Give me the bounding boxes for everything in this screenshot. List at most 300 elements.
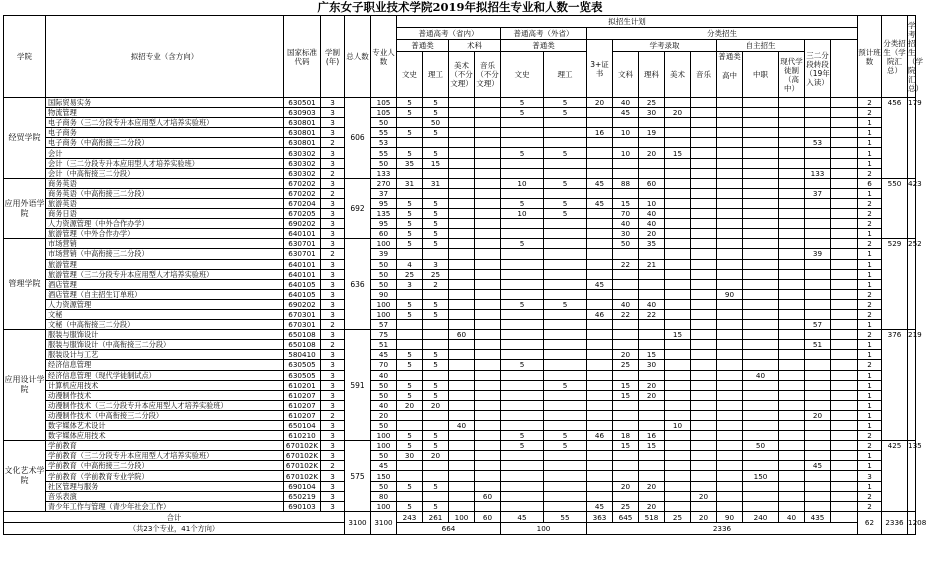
cell[interactable] [449, 410, 475, 420]
cell[interactable] [779, 340, 805, 350]
cell[interactable] [449, 471, 475, 481]
cell[interactable]: 40 [639, 219, 665, 229]
cell-banshu[interactable]: 2 [858, 239, 882, 249]
cell[interactable] [779, 421, 805, 431]
cell[interactable] [544, 229, 587, 239]
cell[interactable] [805, 299, 831, 309]
cell[interactable]: 3 [321, 279, 345, 289]
cell[interactable] [587, 481, 613, 491]
cell[interactable]: 5 [423, 239, 449, 249]
cell[interactable]: 5 [423, 390, 449, 400]
cell[interactable] [691, 410, 717, 420]
cell[interactable]: 音乐表演 [46, 491, 284, 501]
cell[interactable] [665, 178, 691, 188]
cell[interactable]: 5 [397, 309, 423, 319]
cell[interactable]: 55 [371, 148, 397, 158]
cell[interactable] [831, 501, 858, 511]
cell[interactable]: 旅游管理（三二分段专升本应用型人才培养实验班） [46, 269, 284, 279]
cell[interactable]: 45 [587, 178, 613, 188]
cell[interactable] [691, 390, 717, 400]
cell[interactable]: 630801 [284, 118, 321, 128]
cell[interactable] [691, 481, 717, 491]
cell[interactable] [423, 320, 449, 330]
cell[interactable]: 57 [371, 320, 397, 330]
cell[interactable]: 社区管理与服务 [46, 481, 284, 491]
cell[interactable] [665, 441, 691, 451]
cell[interactable] [587, 259, 613, 269]
cell[interactable] [397, 289, 423, 299]
cell[interactable] [449, 108, 475, 118]
cell[interactable] [397, 461, 423, 471]
cell[interactable] [449, 431, 475, 441]
cell[interactable]: 670204 [284, 198, 321, 208]
cell[interactable] [423, 491, 449, 501]
cell[interactable]: 40 [743, 370, 779, 380]
cell[interactable] [449, 219, 475, 229]
cell-banshu[interactable]: 1 [858, 148, 882, 158]
cell[interactable]: 5 [501, 360, 544, 370]
cell[interactable]: 20 [613, 481, 639, 491]
cell[interactable]: 5 [544, 299, 587, 309]
cell-banshu[interactable]: 2 [858, 289, 882, 299]
cell[interactable]: 16 [639, 431, 665, 441]
cell-banshu[interactable]: 1 [858, 249, 882, 259]
cell[interactable]: 20 [613, 350, 639, 360]
cell[interactable] [587, 138, 613, 148]
cell[interactable]: 60 [371, 229, 397, 239]
cell[interactable]: 650108 [284, 330, 321, 340]
cell[interactable]: 会计（三二分段专升本应用型人才培养实验班） [46, 158, 284, 168]
cell[interactable] [544, 340, 587, 350]
cell-banshu[interactable]: 2 [858, 98, 882, 108]
cell[interactable]: 5 [397, 299, 423, 309]
cell[interactable] [779, 451, 805, 461]
cell[interactable] [665, 219, 691, 229]
cell[interactable] [779, 501, 805, 511]
cell-banshu[interactable]: 1 [858, 451, 882, 461]
cell[interactable] [691, 340, 717, 350]
cell[interactable] [639, 249, 665, 259]
cell[interactable]: 630505 [284, 360, 321, 370]
cell[interactable]: 旅游管理 [46, 259, 284, 269]
cell[interactable] [717, 98, 743, 108]
cell[interactable] [665, 279, 691, 289]
cell-banshu[interactable]: 1 [858, 340, 882, 350]
cell[interactable] [501, 168, 544, 178]
cell[interactable]: 50 [371, 421, 397, 431]
cell[interactable] [501, 421, 544, 431]
cell[interactable]: 5 [423, 431, 449, 441]
cell[interactable] [831, 209, 858, 219]
cell[interactable] [501, 380, 544, 390]
cell[interactable] [587, 320, 613, 330]
cell[interactable] [449, 360, 475, 370]
cell[interactable]: 630302 [284, 158, 321, 168]
cell[interactable] [779, 410, 805, 420]
cell[interactable] [779, 491, 805, 501]
cell[interactable]: 20 [423, 451, 449, 461]
cell[interactable]: 3 [423, 259, 449, 269]
cell[interactable]: 5 [544, 209, 587, 219]
cell[interactable] [743, 491, 779, 501]
cell[interactable] [805, 471, 831, 481]
cell[interactable]: 690103 [284, 501, 321, 511]
cell[interactable] [587, 269, 613, 279]
cell[interactable] [475, 431, 501, 441]
cell[interactable] [639, 330, 665, 340]
cell-banshu[interactable]: 1 [858, 320, 882, 330]
cell-banshu[interactable]: 2 [858, 108, 882, 118]
cell[interactable]: 15 [639, 350, 665, 360]
cell[interactable] [475, 451, 501, 461]
cell[interactable]: 3 [321, 501, 345, 511]
cell[interactable]: 35 [397, 158, 423, 168]
cell[interactable]: 5 [423, 299, 449, 309]
cell[interactable]: 670202 [284, 178, 321, 188]
cell[interactable] [449, 239, 475, 249]
cell[interactable] [639, 188, 665, 198]
cell[interactable] [665, 249, 691, 259]
cell[interactable] [779, 219, 805, 229]
cell[interactable]: 15 [613, 198, 639, 208]
cell[interactable]: 5 [397, 390, 423, 400]
cell[interactable] [449, 259, 475, 269]
cell[interactable] [544, 259, 587, 269]
cell[interactable]: 酒店管理 [46, 279, 284, 289]
cell[interactable] [717, 239, 743, 249]
cell[interactable]: 15 [613, 441, 639, 451]
cell[interactable] [544, 330, 587, 340]
cell-banshu[interactable]: 2 [858, 309, 882, 319]
cell[interactable]: 60 [475, 491, 501, 501]
cell[interactable] [717, 461, 743, 471]
cell[interactable] [665, 138, 691, 148]
cell[interactable] [544, 269, 587, 279]
cell[interactable] [743, 178, 779, 188]
cell-banshu[interactable]: 1 [858, 138, 882, 148]
cell[interactable] [449, 148, 475, 158]
cell[interactable]: 19 [639, 128, 665, 138]
cell[interactable]: 100 [371, 299, 397, 309]
cell[interactable] [805, 390, 831, 400]
cell[interactable] [779, 471, 805, 481]
cell[interactable] [449, 289, 475, 299]
cell[interactable]: 动漫制作技术（三二分段专升本应用型人才培养实验班） [46, 400, 284, 410]
cell[interactable] [831, 421, 858, 431]
cell[interactable] [691, 471, 717, 481]
cell[interactable]: 5 [423, 441, 449, 451]
cell[interactable] [691, 128, 717, 138]
cell[interactable] [779, 441, 805, 451]
cell[interactable]: 39 [371, 249, 397, 259]
cell[interactable] [423, 461, 449, 471]
cell[interactable]: 95 [371, 219, 397, 229]
cell[interactable] [831, 441, 858, 451]
cell[interactable]: 650219 [284, 491, 321, 501]
cell[interactable] [665, 309, 691, 319]
cell[interactable]: 3 [321, 98, 345, 108]
cell[interactable] [501, 390, 544, 400]
cell[interactable] [475, 269, 501, 279]
cell[interactable]: 630505 [284, 370, 321, 380]
cell[interactable]: 40 [639, 299, 665, 309]
cell[interactable] [449, 98, 475, 108]
cell[interactable]: 3 [321, 209, 345, 219]
cell[interactable]: 会计（中高衔接三二分段） [46, 168, 284, 178]
cell[interactable] [501, 269, 544, 279]
cell[interactable]: 670102K [284, 451, 321, 461]
cell[interactable]: 物流管理 [46, 108, 284, 118]
cell[interactable] [743, 400, 779, 410]
cell[interactable] [779, 118, 805, 128]
cell[interactable] [691, 289, 717, 299]
cell[interactable] [779, 229, 805, 239]
cell[interactable]: 105 [371, 98, 397, 108]
cell[interactable] [717, 421, 743, 431]
cell[interactable]: 50 [423, 118, 449, 128]
cell[interactable]: 70 [613, 209, 639, 219]
cell[interactable]: 20 [639, 148, 665, 158]
cell[interactable] [717, 350, 743, 360]
cell[interactable] [805, 380, 831, 390]
cell[interactable] [587, 148, 613, 158]
cell[interactable] [639, 461, 665, 471]
cell[interactable]: 青少年工作与管理（青少年社会工作） [46, 501, 284, 511]
cell[interactable]: 610207 [284, 390, 321, 400]
cell[interactable]: 15 [665, 330, 691, 340]
cell[interactable]: 3 [321, 178, 345, 188]
cell[interactable]: 5 [544, 441, 587, 451]
cell[interactable] [717, 481, 743, 491]
cell[interactable] [831, 249, 858, 259]
cell[interactable] [587, 390, 613, 400]
cell[interactable] [587, 219, 613, 229]
cell[interactable] [805, 421, 831, 431]
cell[interactable] [717, 269, 743, 279]
cell[interactable]: 50 [743, 441, 779, 451]
cell[interactable] [587, 400, 613, 410]
cell[interactable] [831, 320, 858, 330]
cell[interactable] [717, 178, 743, 188]
cell[interactable]: 3 [321, 330, 345, 340]
cell[interactable]: 5 [397, 501, 423, 511]
cell[interactable] [475, 410, 501, 420]
cell[interactable]: 4 [397, 259, 423, 269]
cell[interactable] [587, 168, 613, 178]
cell[interactable] [449, 209, 475, 219]
cell[interactable] [743, 340, 779, 350]
cell[interactable]: 2 [321, 249, 345, 259]
cell[interactable]: 580410 [284, 350, 321, 360]
cell[interactable]: 40 [449, 421, 475, 431]
cell[interactable] [613, 461, 639, 471]
cell[interactable] [587, 108, 613, 118]
cell[interactable]: 90 [371, 289, 397, 299]
cell[interactable] [501, 481, 544, 491]
cell[interactable] [475, 461, 501, 471]
cell[interactable] [544, 289, 587, 299]
cell[interactable]: 630903 [284, 108, 321, 118]
cell[interactable] [475, 229, 501, 239]
cell[interactable]: 610210 [284, 431, 321, 441]
cell[interactable] [397, 421, 423, 431]
cell-banshu[interactable]: 2 [858, 198, 882, 208]
cell[interactable] [449, 350, 475, 360]
cell[interactable]: 5 [397, 98, 423, 108]
cell[interactable] [449, 380, 475, 390]
cell[interactable] [639, 320, 665, 330]
cell[interactable]: 3 [321, 108, 345, 118]
cell[interactable] [544, 471, 587, 481]
cell[interactable] [475, 118, 501, 128]
cell[interactable] [691, 441, 717, 451]
cell[interactable]: 610201 [284, 380, 321, 390]
cell-banshu[interactable]: 1 [858, 188, 882, 198]
cell[interactable] [613, 269, 639, 279]
cell[interactable]: 16 [587, 128, 613, 138]
cell[interactable] [743, 249, 779, 259]
cell[interactable] [639, 269, 665, 279]
cell[interactable] [779, 289, 805, 299]
cell[interactable] [449, 158, 475, 168]
cell[interactable]: 服装设计与工艺 [46, 350, 284, 360]
cell[interactable]: 3 [321, 491, 345, 501]
cell[interactable] [501, 370, 544, 380]
cell[interactable]: 60 [449, 330, 475, 340]
cell[interactable] [639, 138, 665, 148]
cell[interactable] [831, 178, 858, 188]
cell[interactable] [831, 188, 858, 198]
cell[interactable]: 2 [321, 138, 345, 148]
cell[interactable] [544, 390, 587, 400]
cell[interactable] [475, 98, 501, 108]
cell[interactable] [779, 330, 805, 340]
cell[interactable] [779, 249, 805, 259]
cell[interactable] [691, 249, 717, 259]
cell[interactable]: 商务英语（中高衔接三二分段） [46, 188, 284, 198]
cell[interactable] [613, 158, 639, 168]
cell-banshu[interactable]: 1 [858, 481, 882, 491]
cell[interactable] [691, 98, 717, 108]
cell[interactable] [449, 138, 475, 148]
cell[interactable]: 53 [371, 138, 397, 148]
cell[interactable]: 3 [321, 309, 345, 319]
cell[interactable] [475, 340, 501, 350]
cell[interactable] [743, 269, 779, 279]
cell[interactable] [501, 491, 544, 501]
cell[interactable]: 630501 [284, 98, 321, 108]
cell[interactable] [717, 360, 743, 370]
cell[interactable] [475, 360, 501, 370]
cell[interactable]: 电子商务 [46, 128, 284, 138]
cell[interactable] [743, 279, 779, 289]
cell[interactable] [691, 219, 717, 229]
cell[interactable]: 3 [321, 158, 345, 168]
cell[interactable] [501, 118, 544, 128]
cell[interactable]: 学前教育（中高衔接三二分段） [46, 461, 284, 471]
cell[interactable] [449, 229, 475, 239]
cell[interactable] [587, 340, 613, 350]
cell[interactable] [805, 108, 831, 118]
cell[interactable]: 5 [397, 360, 423, 370]
cell[interactable] [779, 350, 805, 360]
cell[interactable] [587, 461, 613, 471]
cell[interactable]: 50 [371, 380, 397, 390]
cell[interactable] [779, 481, 805, 491]
cell[interactable] [544, 491, 587, 501]
cell[interactable] [587, 491, 613, 501]
cell[interactable]: 20 [665, 108, 691, 118]
cell[interactable] [779, 390, 805, 400]
cell[interactable]: 100 [371, 431, 397, 441]
cell[interactable] [587, 289, 613, 299]
cell[interactable]: 60 [639, 178, 665, 188]
cell[interactable] [544, 168, 587, 178]
cell-banshu[interactable]: 2 [858, 209, 882, 219]
cell[interactable] [743, 451, 779, 461]
cell[interactable]: 3 [321, 289, 345, 299]
cell[interactable] [805, 309, 831, 319]
cell[interactable]: 3 [321, 118, 345, 128]
cell[interactable] [475, 219, 501, 229]
cell[interactable] [779, 98, 805, 108]
cell[interactable] [613, 370, 639, 380]
cell[interactable] [691, 461, 717, 471]
cell[interactable]: 3 [321, 471, 345, 481]
cell[interactable] [544, 249, 587, 259]
cell[interactable]: 20 [587, 98, 613, 108]
cell[interactable] [587, 330, 613, 340]
cell[interactable]: 5 [501, 198, 544, 208]
cell[interactable] [691, 330, 717, 340]
cell[interactable]: 46 [587, 431, 613, 441]
cell-banshu[interactable]: 3 [858, 471, 882, 481]
cell[interactable] [779, 279, 805, 289]
cell[interactable] [501, 259, 544, 269]
cell[interactable]: 15 [613, 390, 639, 400]
cell[interactable] [691, 188, 717, 198]
cell[interactable]: 5 [423, 98, 449, 108]
cell[interactable] [423, 330, 449, 340]
cell[interactable] [805, 259, 831, 269]
cell[interactable] [691, 320, 717, 330]
cell[interactable] [475, 128, 501, 138]
cell[interactable]: 50 [371, 451, 397, 461]
cell[interactable]: 50 [613, 239, 639, 249]
cell[interactable] [544, 118, 587, 128]
cell[interactable] [805, 330, 831, 340]
cell[interactable]: 51 [805, 340, 831, 350]
cell[interactable]: 5 [423, 198, 449, 208]
cell[interactable] [501, 320, 544, 330]
cell[interactable] [717, 441, 743, 451]
cell[interactable] [475, 289, 501, 299]
cell[interactable] [805, 158, 831, 168]
cell[interactable]: 5 [423, 148, 449, 158]
cell[interactable] [397, 410, 423, 420]
cell[interactable] [475, 350, 501, 360]
cell[interactable] [613, 168, 639, 178]
cell[interactable]: 640101 [284, 229, 321, 239]
cell[interactable]: 50 [371, 481, 397, 491]
cell[interactable]: 690202 [284, 219, 321, 229]
cell[interactable] [691, 158, 717, 168]
cell-banshu[interactable]: 2 [858, 431, 882, 441]
cell[interactable] [449, 461, 475, 471]
cell[interactable]: 5 [423, 380, 449, 390]
cell[interactable] [691, 198, 717, 208]
cell-banshu[interactable]: 1 [858, 269, 882, 279]
